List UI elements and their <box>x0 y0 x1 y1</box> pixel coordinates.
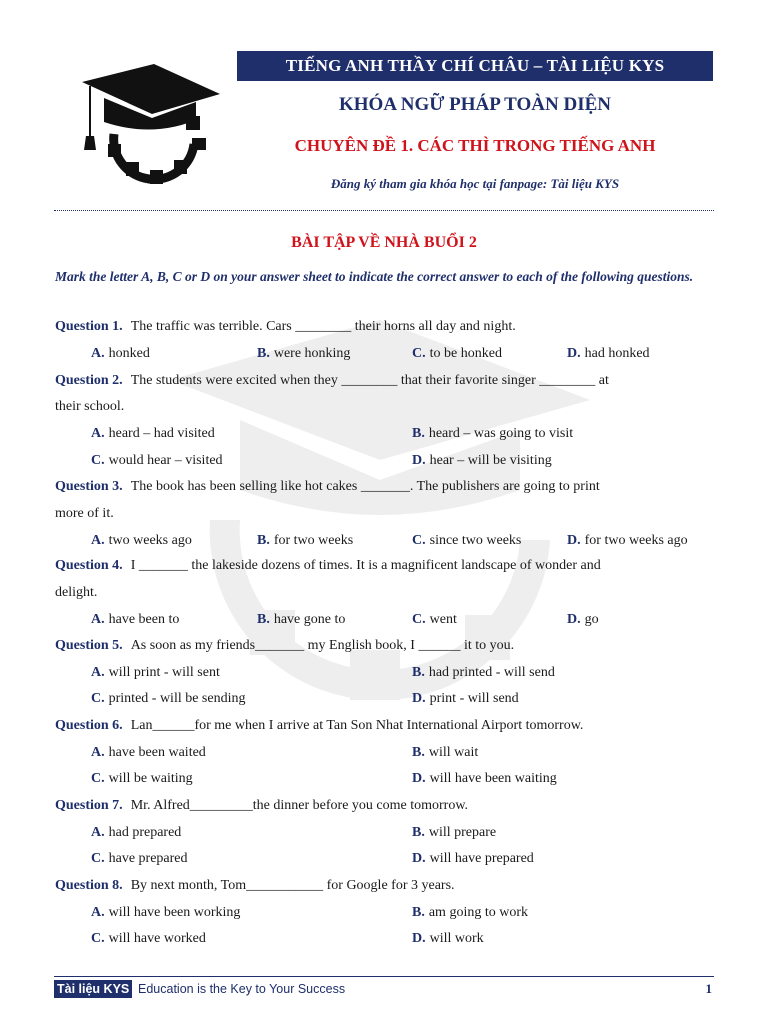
option-a[interactable] <box>91 740 206 767</box>
option-text: will be waiting <box>108 771 193 786</box>
option-text: had prepared <box>108 825 182 840</box>
option-b[interactable] <box>412 421 573 448</box>
option-b[interactable] <box>257 341 350 368</box>
option-letter: B. <box>412 905 425 920</box>
option-b[interactable] <box>257 528 353 555</box>
option-text: were honking <box>273 346 351 361</box>
option-c[interactable] <box>91 766 193 793</box>
option-d[interactable] <box>412 686 519 713</box>
question-label: Question 8. <box>55 878 123 893</box>
option-text: will have worked <box>108 931 206 946</box>
option-letter: A. <box>91 905 105 920</box>
option-letter: B. <box>257 612 270 627</box>
graduation-cap-gear-icon <box>74 64 222 186</box>
option-text: honked <box>108 346 150 361</box>
option-text: heard – was going to visit <box>428 426 574 441</box>
option-text: will print - will sent <box>108 665 220 680</box>
question-label: Question 3. <box>55 479 123 494</box>
option-c[interactable] <box>91 686 246 713</box>
option-letter: D. <box>412 931 426 946</box>
homework-title: BÀI TẬP VỀ NHÀ BUỔI 2 <box>291 234 477 251</box>
option-text: will have prepared <box>429 851 534 866</box>
question-4 <box>55 553 715 580</box>
header-divider <box>54 210 714 211</box>
question-3 <box>55 474 715 501</box>
option-letter: D. <box>412 691 426 706</box>
option-d[interactable] <box>412 448 552 475</box>
option-letter: C. <box>91 453 105 468</box>
option-letter: D. <box>412 453 426 468</box>
question-continuation: their school. <box>55 399 125 414</box>
option-letter: A. <box>91 745 105 760</box>
footer-divider <box>54 976 714 977</box>
question-5 <box>55 633 715 660</box>
question-continuation: more of it. <box>55 506 114 521</box>
register-line: Đăng ký tham gia khóa học tại fanpage: Tài liệu KYS <box>330 176 620 191</box>
question-text: Mr. Alfred_________the dinner before you come tomorrow. <box>130 798 469 813</box>
question-text: I _______ the lakeside dozens of times. It is a magnificent landscape of wonder and <box>130 558 601 573</box>
question-text: The book has been selling like hot cakes _______. The publishers are going to print <box>130 479 600 494</box>
option-letter: D. <box>567 612 581 627</box>
option-letter: C. <box>91 771 105 786</box>
option-letter: B. <box>257 346 270 361</box>
option-text: two weeks ago <box>108 533 192 548</box>
question-continuation: delight. <box>55 585 98 600</box>
option-a[interactable] <box>91 900 240 927</box>
option-b[interactable] <box>412 660 555 687</box>
option-c[interactable] <box>91 926 206 953</box>
option-text: had printed - will send <box>428 665 555 680</box>
option-a[interactable] <box>91 820 181 847</box>
option-text: have been waited <box>108 745 206 760</box>
question-text: By next month, Tom___________ for Google for 3 years. <box>130 878 455 893</box>
question-label: Question 7. <box>55 798 123 813</box>
option-b[interactable] <box>257 607 345 634</box>
option-text: will have been working <box>108 905 241 920</box>
option-text: have been to <box>108 612 180 627</box>
option-text: will prepare <box>428 825 497 840</box>
option-letter: C. <box>91 931 105 946</box>
question-text: The students were excited when they ________ that their favorite singer ________ at <box>130 373 609 388</box>
option-b[interactable] <box>412 820 496 847</box>
question-label: Question 1. <box>55 319 123 334</box>
question-text: Lan______for me when I arrive at Tan Son Nhat International Airport tomorrow. <box>130 718 584 733</box>
option-text: for two weeks <box>273 533 354 548</box>
question-label: Question 2. <box>55 373 123 388</box>
question-text: As soon as my friends_______ my English book, I ______ it to you. <box>130 638 515 653</box>
option-a[interactable] <box>91 528 192 555</box>
option-letter: A. <box>91 426 105 441</box>
option-text: go <box>584 612 599 627</box>
option-d[interactable] <box>567 607 599 634</box>
option-letter: B. <box>257 533 270 548</box>
option-c[interactable] <box>91 448 223 475</box>
option-a[interactable] <box>91 421 215 448</box>
footer-tagline: Education is the Key to Your Success <box>138 982 346 996</box>
option-text: printed - will be sending <box>108 691 246 706</box>
option-letter: D. <box>412 851 426 866</box>
option-letter: D. <box>567 533 581 548</box>
question-label: Question 6. <box>55 718 123 733</box>
option-letter: A. <box>91 825 105 840</box>
option-letter: C. <box>412 533 426 548</box>
footer-brand: Tài liệu KYS <box>54 980 132 998</box>
option-c[interactable] <box>412 528 521 555</box>
question-label: Question 5. <box>55 638 123 653</box>
option-letter: B. <box>412 825 425 840</box>
option-text: heard – had visited <box>108 426 215 441</box>
option-b[interactable] <box>412 740 478 767</box>
question-label: Question 4. <box>55 558 123 573</box>
option-text: have prepared <box>108 851 188 866</box>
option-d[interactable] <box>567 341 650 368</box>
option-text: print - will send <box>429 691 519 706</box>
option-letter: A. <box>91 533 105 548</box>
option-text: to be honked <box>429 346 502 361</box>
option-letter: A. <box>91 665 105 680</box>
option-c[interactable] <box>91 846 188 873</box>
option-letter: C. <box>412 346 426 361</box>
option-text: hear – will be visiting <box>429 453 552 468</box>
option-text: am going to work <box>428 905 528 920</box>
option-c[interactable] <box>412 341 502 368</box>
option-text: will have been waiting <box>429 771 557 786</box>
option-text: will wait <box>428 745 479 760</box>
option-text: have gone to <box>273 612 346 627</box>
option-letter: A. <box>91 612 105 627</box>
option-text: went <box>429 612 457 627</box>
option-letter: B. <box>412 426 425 441</box>
option-letter: D. <box>412 771 426 786</box>
option-text: since two weeks <box>429 533 522 548</box>
option-d[interactable] <box>412 846 534 873</box>
option-a[interactable] <box>91 660 220 687</box>
option-a[interactable] <box>91 341 150 368</box>
topic-title: CHUYÊN ĐỀ 1. CÁC THÌ TRONG TIẾNG ANH <box>294 136 656 155</box>
option-letter: B. <box>412 745 425 760</box>
option-letter: C. <box>412 612 426 627</box>
option-letter: C. <box>91 691 105 706</box>
course-title: KHÓA NGỮ PHÁP TOÀN DIỆN <box>338 94 611 115</box>
option-a[interactable] <box>91 607 179 634</box>
option-text: for two weeks ago <box>584 533 688 548</box>
option-letter: C. <box>91 851 105 866</box>
question-text: The traffic was terrible. Cars ________ their horns all day and night. <box>130 319 516 334</box>
option-text: will work <box>429 931 484 946</box>
option-b[interactable] <box>412 900 528 927</box>
option-d[interactable] <box>412 926 484 953</box>
option-d[interactable] <box>412 766 557 793</box>
question-8 <box>55 873 715 900</box>
option-letter: B. <box>412 665 425 680</box>
option-d[interactable] <box>567 528 688 555</box>
question-7 <box>55 793 715 820</box>
option-text: would hear – visited <box>108 453 223 468</box>
option-c[interactable] <box>412 607 457 634</box>
header-banner: TIẾNG ANH THẦY CHÍ CHÂU – TÀI LIỆU KYS <box>237 51 713 81</box>
instructions: Mark the letter A, B, C or D on your answer sheet to indicate the correct answer to each of the following questions. <box>55 269 694 284</box>
question-6 <box>55 713 715 740</box>
option-letter: D. <box>567 346 581 361</box>
page-number: 1 <box>705 981 712 996</box>
option-text: had honked <box>584 346 650 361</box>
question-1 <box>55 314 715 341</box>
option-letter: A. <box>91 346 105 361</box>
question-2 <box>55 368 715 395</box>
